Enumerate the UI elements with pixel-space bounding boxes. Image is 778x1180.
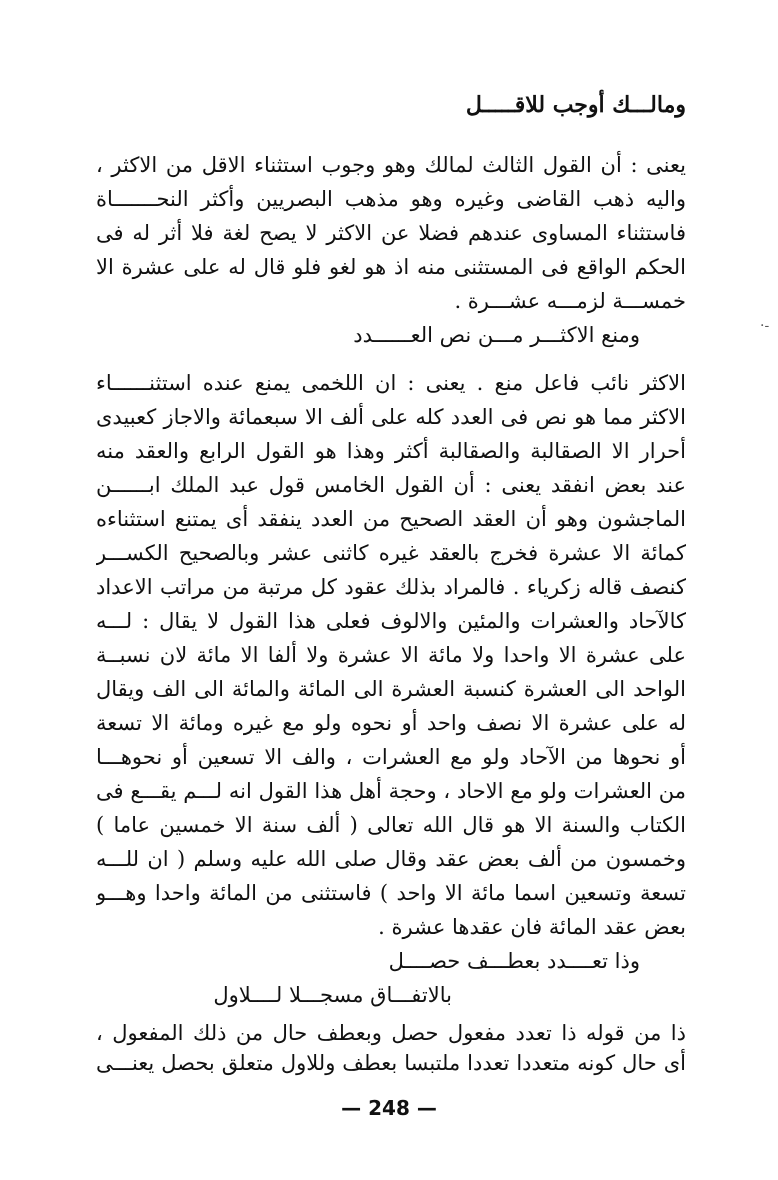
text-line: أى حال كونه متعددا تعددا ملتبسا بعطف وللاول متعلق بحصل يعنـــى	[96, 1051, 686, 1075]
text-line: الكتاب والسنة الا هو قال الله تعالى ( ألف سنة الا خمسين عاما )	[96, 813, 686, 837]
text-line: تسعة وتسعين اسما مائة الا واحد ) فاستثنى من المائة واحدا وهـــو	[96, 881, 686, 905]
text-line: الحكم الواقع فى المستثنى منه اذ هو لغو فلو قال له على عشرة الا	[96, 255, 686, 279]
text-line: واليه ذهب القاضى وغيره وهو مذهب البصريين وأكثر النحـــــــاة	[96, 187, 686, 211]
page-number: — 248 —	[341, 1096, 437, 1120]
text-line: كمائة الا عشرة فخرج بالعقد غيره كاثنى عشر وبالصحيح الكســـر	[96, 541, 686, 565]
text-line: وخمسون من ألف بعض عقد وقال صلى الله عليه وسلم ( ان للـــه	[96, 847, 686, 871]
verse-line: وذا تعــــدد بعطـــف حصــــل	[388, 949, 640, 973]
margin-mark: ·-	[760, 318, 770, 334]
verse-heading: ومالـــك أوجب للاقـــــل	[465, 92, 686, 118]
text-line: كالآحاد والعشرات والمئين والالوف فعلى هذا القول لا يقال : لـــه	[96, 609, 686, 633]
text-line: الاكثر مما هو نص فى العدد كله على ألف الا سبعمائة والاجاز كعبيدى	[96, 405, 686, 429]
text-line: من العشرات ولو مع الاحاد ، وحجة أهل هذا القول انه لـــم يقـــع فى	[96, 779, 686, 803]
text-line: على عشرة الا واحدا ولا مائة الا عشرة ولا ألفا الا مائة لان نسبــة	[96, 643, 686, 667]
verse-line: بالاتفـــاق مسجـــلا لــــلاول	[213, 983, 452, 1007]
text-line: الواحد الى العشرة كنسبة العشرة الى المائة والمائة الى الف ويقال	[96, 677, 686, 701]
text-line: له على عشرة الا نصف واحد أو نحوه ولو مع غيره ومائة الا تسعة	[96, 711, 686, 735]
text-line: كنصف قاله زكرياء . فالمراد بذلك عقود كل مرتبة من مراتب الاعداد	[96, 575, 686, 599]
text-line: أحرار الا الصقالبة والصقالبة أكثر وهذا هو القول الرابع والعقد منه	[96, 439, 686, 463]
text-line: الاكثر نائب فاعل منع . يعنى : ان اللخمى يمنع عنده استثنــــــاء	[96, 371, 686, 395]
text-line: عند بعض انفقد يعنى : أن القول الخامس قول عبد الملك ابــــــن	[96, 473, 686, 497]
text-line: ذا من قوله ذا تعدد مفعول حصل وبعطف حال من ذلك المفعول ،	[96, 1021, 686, 1045]
text-line: فاستثناء المساوى عندهم فضلا عن الاكثر لا يصح لغة فلا أثر له فى	[96, 221, 686, 245]
text-line: أو نحوها من الآحاد ولو مع العشرات ، والف الا تسعين أو نحوهـــا	[96, 745, 686, 769]
verse-line: ومنع الاكثـــر مـــن نص العــــــدد	[353, 323, 640, 347]
text-line: خمســـة لزمـــه عشـــرة .	[454, 289, 686, 313]
text-line: الماجشون وهو أن العقد الصحيح من العدد ينفقد أى يمتنع استثناءه	[96, 507, 686, 531]
text-line: يعنى : أن القول الثالث لمالك وهو وجوب استثناء الاقل من الاكثر ،	[96, 153, 686, 177]
text-line: بعض عقد المائة فان عقدها عشرة .	[378, 915, 686, 939]
